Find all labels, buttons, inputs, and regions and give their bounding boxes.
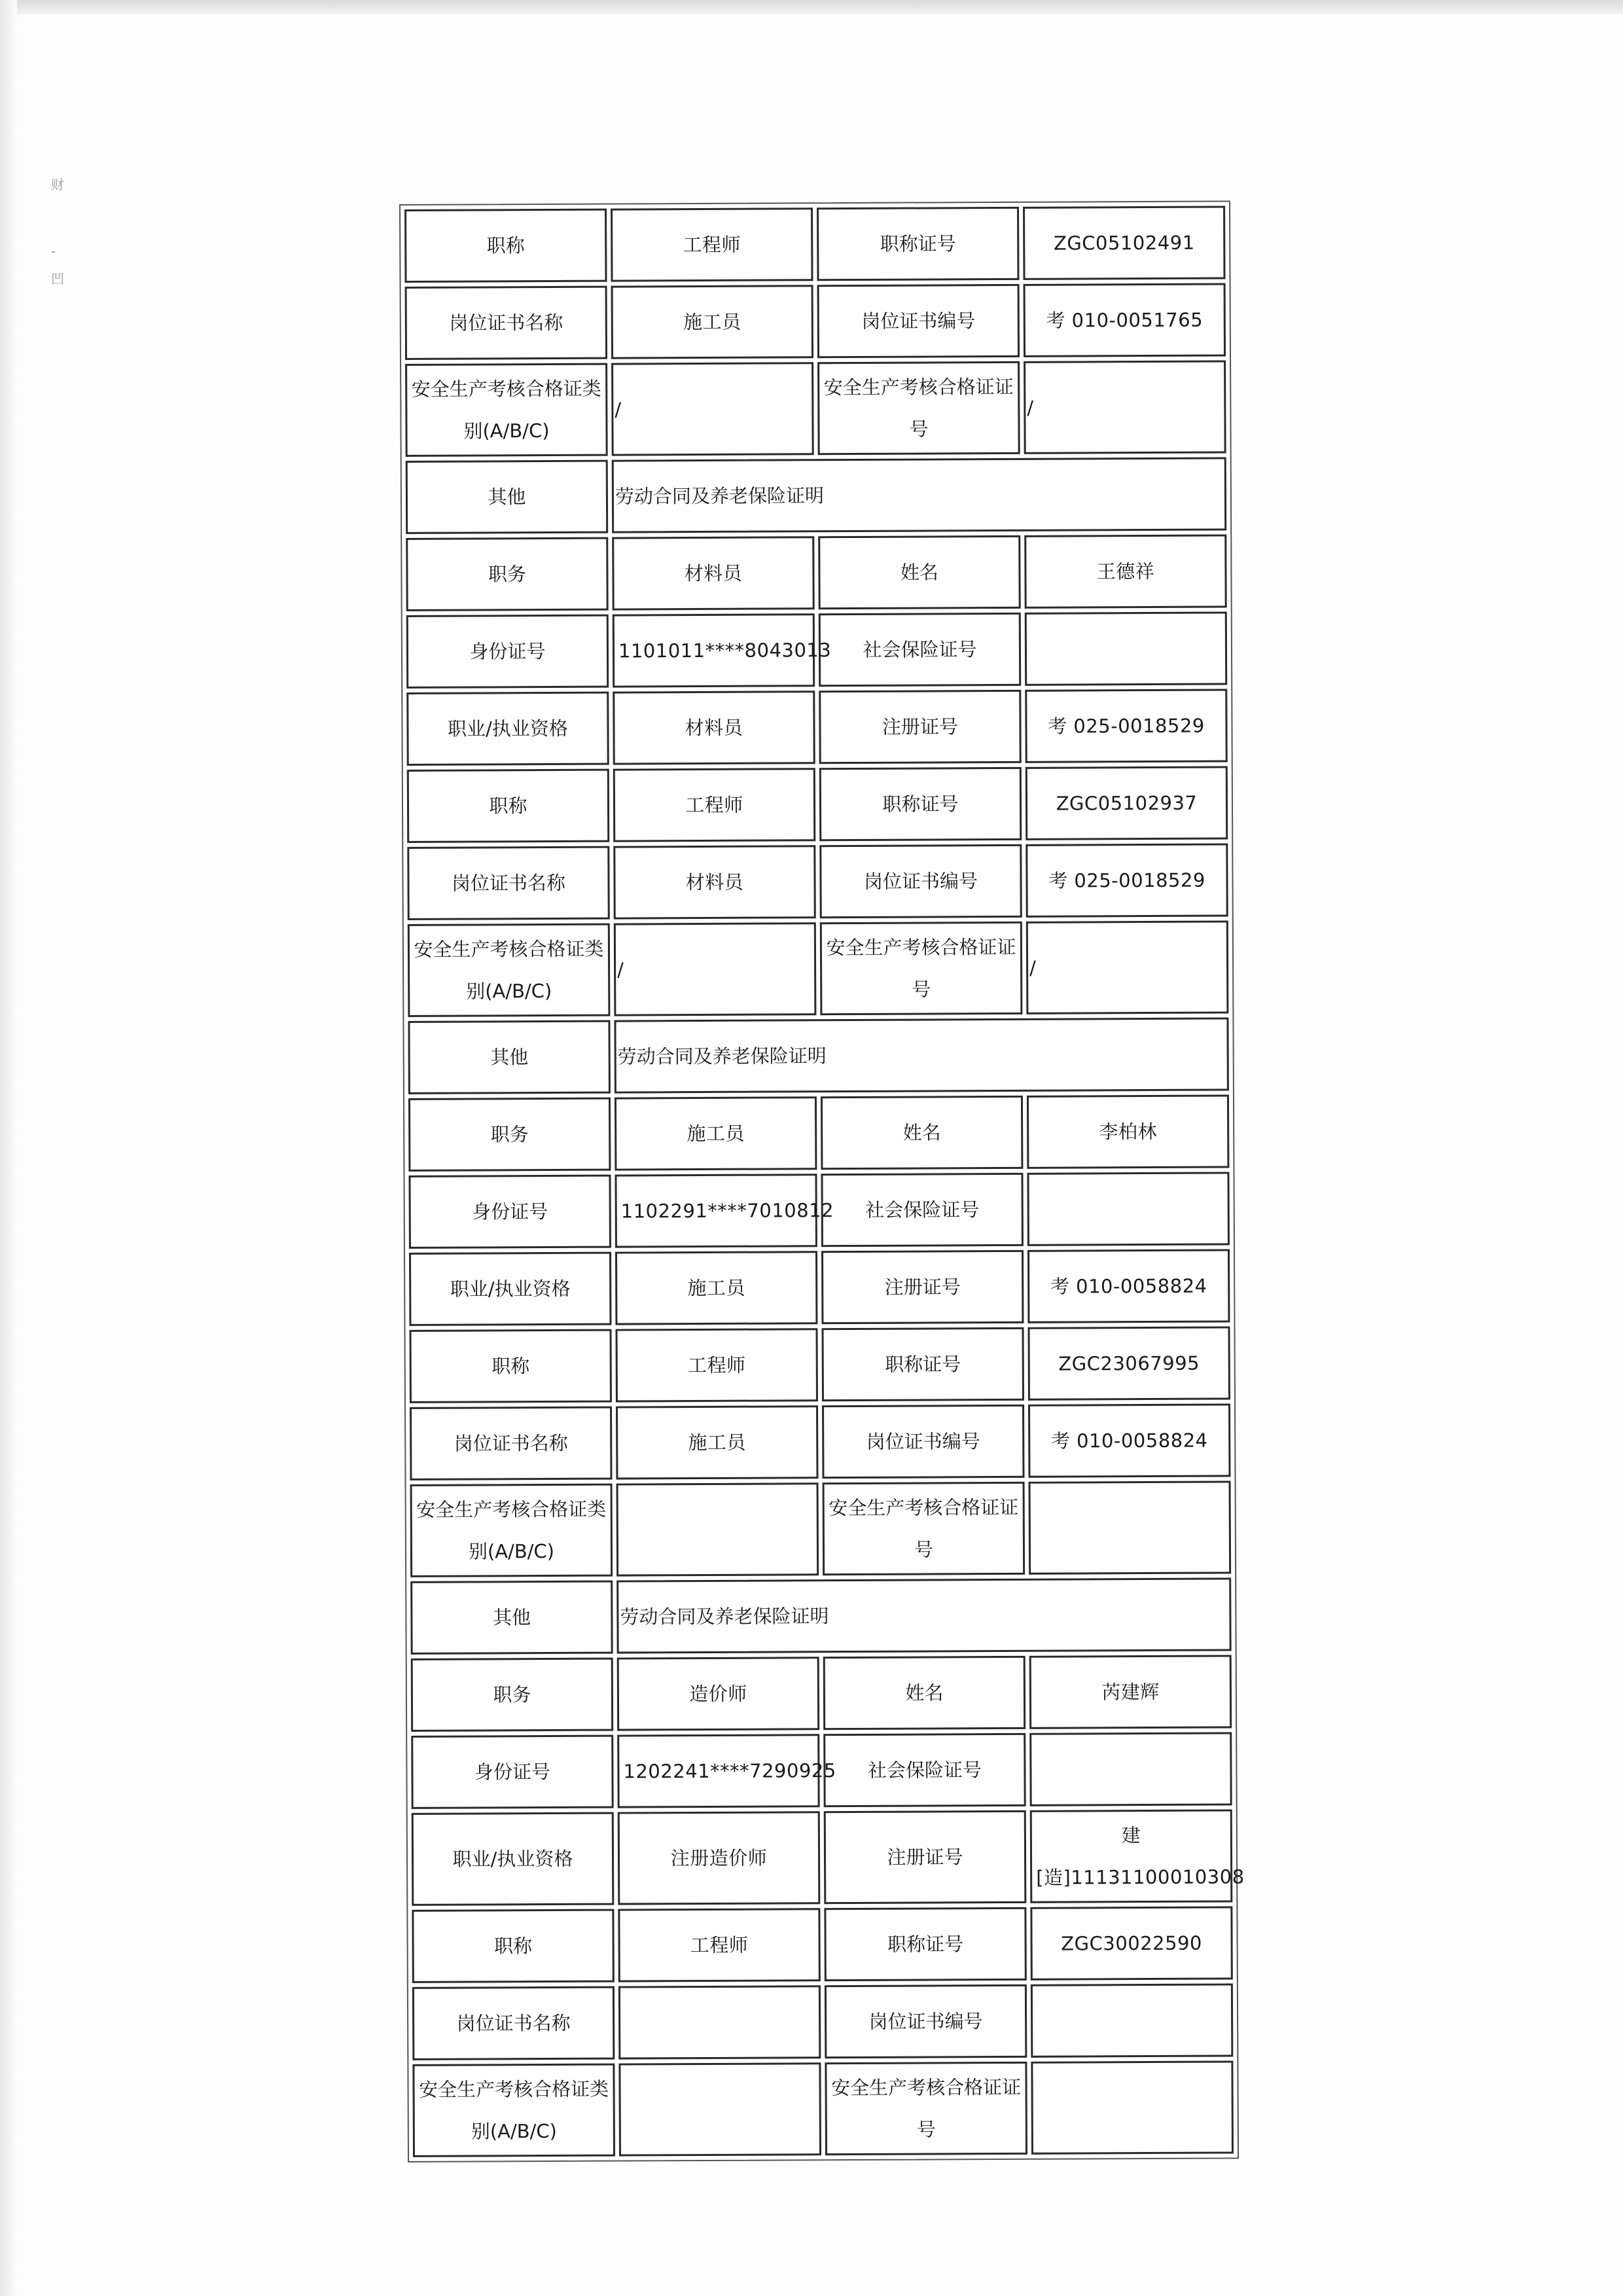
field-value: 考 010-0058824	[1028, 1403, 1230, 1477]
field-value: ZGC05102491	[1023, 206, 1225, 279]
field-label: 岗位证书名称	[407, 846, 609, 920]
table-row	[410, 1480, 1232, 1577]
field-value: 材料员	[613, 845, 815, 919]
table-row	[408, 1094, 1229, 1171]
field-value: 施工员	[616, 1405, 818, 1479]
field-label: 岗位证书名称	[412, 1986, 615, 2060]
field-label: 其他	[410, 1581, 613, 1655]
table-row	[407, 843, 1228, 920]
table-row	[407, 766, 1228, 842]
margin-mark: 凹	[51, 271, 64, 287]
field-label: 注册证号	[821, 1250, 1024, 1324]
field-value: /	[1026, 920, 1229, 1014]
field-label: 身份证号	[406, 615, 609, 689]
field-label: 姓名	[821, 1096, 1023, 1170]
field-label: 社会保险证号	[821, 1173, 1023, 1247]
field-value: ZGC23067995	[1027, 1326, 1230, 1400]
field-label: 职称	[407, 769, 609, 843]
field-value	[1029, 1732, 1232, 1806]
field-label: 职称	[412, 1909, 614, 1983]
field-value: 建[造]11131100010308	[1030, 1809, 1233, 1903]
field-label: 岗位证书编号	[822, 1405, 1024, 1479]
field-label: 职业/执业资格	[412, 1812, 615, 1906]
table-row	[410, 1577, 1231, 1654]
field-value: 王德祥	[1024, 534, 1226, 608]
field-value: 劳动合同及养老保险证明	[614, 1017, 1228, 1093]
field-value: 1102291****7010812	[615, 1174, 817, 1247]
field-value: 注册造价师	[618, 1811, 821, 1905]
field-value: /	[614, 922, 817, 1016]
field-label: 职务	[411, 1658, 613, 1732]
field-value	[1031, 1983, 1233, 2057]
personnel-qualification-table	[399, 200, 1245, 2162]
field-value: 考 025-0018529	[1026, 843, 1228, 917]
field-value: 工程师	[616, 1328, 818, 1402]
table-row	[408, 920, 1229, 1016]
field-value: 李柏林	[1027, 1094, 1229, 1168]
field-value: ZGC30022590	[1030, 1906, 1232, 1980]
field-label: 安全生产考核合格证类别(A/B/C)	[410, 1484, 613, 1577]
field-value: 考 025-0018529	[1025, 689, 1227, 762]
field-label: 身份证号	[408, 1175, 611, 1249]
field-value	[618, 1985, 821, 2059]
margin-mark: -	[51, 243, 56, 259]
document-sheet	[399, 200, 1245, 2143]
field-label: 社会保险证号	[823, 1733, 1026, 1807]
field-label: 安全生产考核合格证类别(A/B/C)	[405, 363, 608, 457]
field-value: 材料员	[612, 536, 814, 610]
field-value: /	[611, 362, 814, 456]
table-row	[408, 1017, 1228, 1094]
field-value: 1101011****8043013	[613, 613, 815, 687]
field-value: ZGC05102937	[1026, 766, 1228, 840]
field-label: 姓名	[823, 1656, 1026, 1730]
field-value: 工程师	[613, 768, 815, 842]
field-value: 芮建辉	[1029, 1655, 1232, 1729]
field-label: 注册证号	[824, 1810, 1027, 1904]
field-value: 劳动合同及养老保险证明	[612, 457, 1226, 533]
field-value: 工程师	[618, 1908, 820, 1982]
table-row	[406, 689, 1227, 765]
table-row	[405, 360, 1226, 456]
table-row	[412, 1809, 1233, 1905]
table-row	[412, 2060, 1234, 2157]
field-label: 职业/执业资格	[409, 1252, 611, 1326]
field-label: 姓名	[818, 535, 1020, 609]
field-label: 身份证号	[411, 1735, 613, 1809]
field-value: 工程师	[611, 207, 813, 281]
field-label: 安全生产考核合格证类别(A/B/C)	[408, 924, 611, 1017]
field-label: 安全生产考核合格证类别(A/B/C)	[412, 2064, 615, 2157]
field-value: 1202241****7290925	[617, 1734, 819, 1808]
table-row	[408, 1172, 1229, 1248]
field-value: 施工员	[611, 285, 813, 359]
table-row	[410, 1326, 1230, 1403]
field-value	[616, 1482, 819, 1576]
field-label: 岗位证书编号	[825, 1984, 1027, 2058]
field-label: 职称证号	[819, 767, 1022, 841]
field-value	[1029, 1480, 1232, 1574]
table-row	[411, 1732, 1232, 1808]
field-label: 岗位证书编号	[819, 844, 1022, 918]
table-row	[412, 1906, 1232, 1982]
field-value	[1031, 2060, 1234, 2154]
field-value	[1025, 611, 1227, 685]
field-value: 施工员	[615, 1251, 817, 1325]
margin-mark: 财	[51, 177, 64, 192]
field-label: 职业/执业资格	[406, 692, 609, 766]
field-value: /	[1024, 360, 1226, 454]
scan-top-edge	[0, 0, 1623, 14]
field-label: 职称证号	[821, 1327, 1024, 1401]
table-row	[405, 283, 1226, 359]
field-value: 考 010-0058824	[1027, 1249, 1230, 1323]
field-label: 岗位证书名称	[410, 1407, 612, 1480]
field-label: 其他	[408, 1020, 610, 1094]
field-label: 安全生产考核合格证证号	[825, 2062, 1027, 2155]
field-value: 材料员	[613, 691, 815, 764]
table-row	[404, 206, 1225, 282]
table-row	[406, 457, 1226, 533]
field-label: 岗位证书名称	[405, 286, 607, 360]
field-value: 造价师	[617, 1657, 819, 1731]
field-label: 职称证号	[817, 207, 1019, 281]
field-value	[1027, 1172, 1229, 1246]
table-row	[409, 1249, 1230, 1325]
field-label: 职称	[404, 209, 607, 283]
table-row	[406, 611, 1227, 688]
table-row	[410, 1403, 1230, 1480]
field-value	[618, 2062, 821, 2156]
table-row	[412, 1983, 1233, 2060]
table-row	[406, 534, 1226, 611]
scan-left-edge	[0, 0, 17, 2296]
field-label: 安全生产考核合格证证号	[820, 922, 1023, 1015]
field-label: 职务	[408, 1098, 611, 1172]
field-label: 职称证号	[824, 1907, 1026, 1981]
field-label: 安全生产考核合格证证号	[823, 1482, 1026, 1575]
field-label: 注册证号	[819, 690, 1021, 764]
field-value: 劳动合同及养老保险证明	[616, 1577, 1231, 1653]
field-label: 安全生产考核合格证证号	[817, 361, 1020, 455]
field-label: 其他	[406, 460, 608, 534]
field-label: 职务	[406, 537, 608, 611]
field-value: 考 010-0051765	[1024, 283, 1226, 357]
table-row	[411, 1655, 1232, 1731]
field-label: 职称	[410, 1329, 612, 1403]
field-label: 岗位证书编号	[817, 284, 1020, 358]
field-value: 施工员	[615, 1096, 817, 1170]
field-label: 社会保险证号	[819, 613, 1021, 687]
